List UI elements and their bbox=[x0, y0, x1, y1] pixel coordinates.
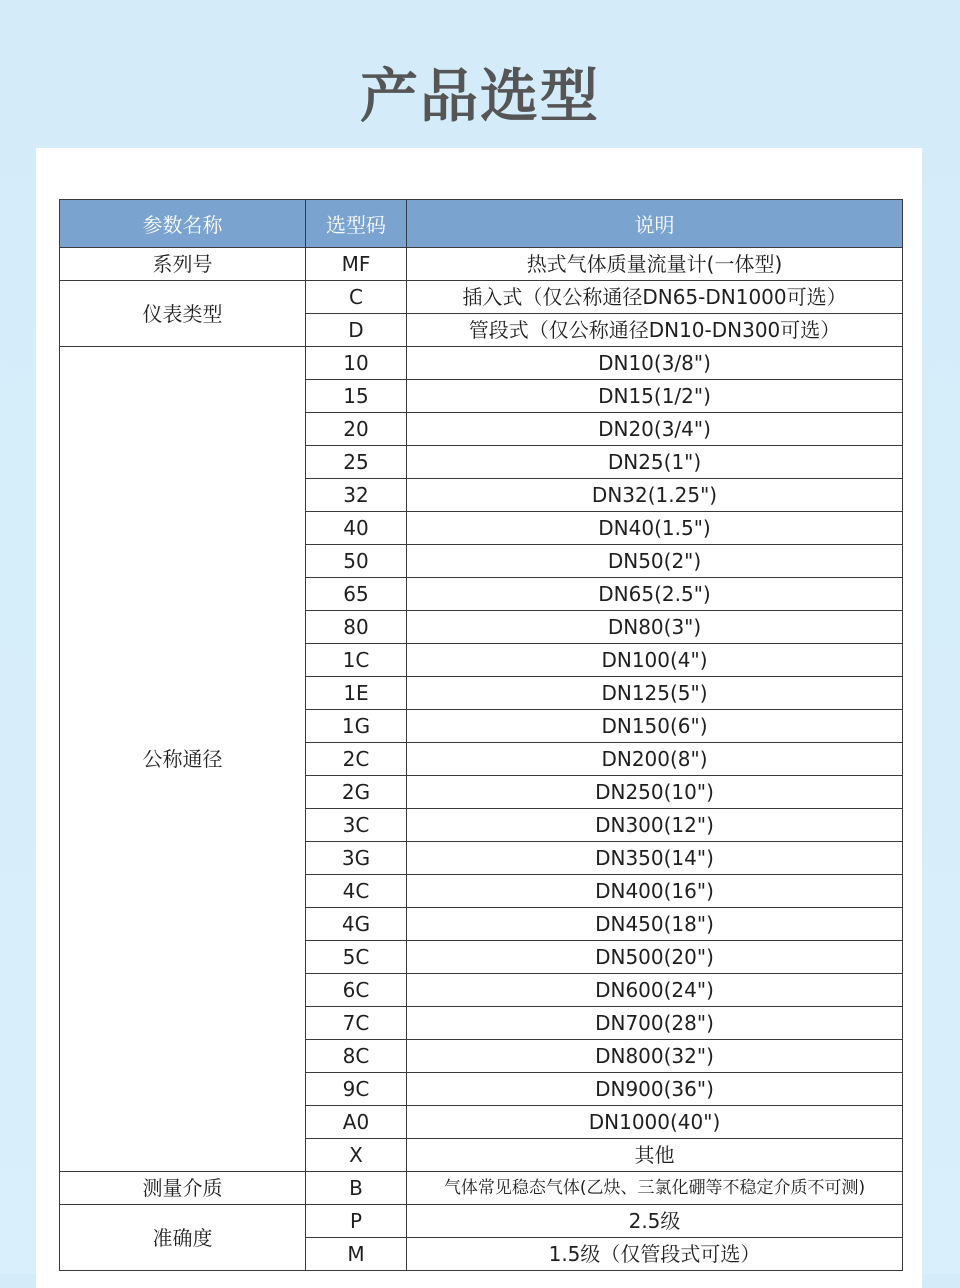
description-cell: 1.5级（仅管段式可选） bbox=[407, 1238, 903, 1271]
table-row bbox=[60, 1205, 903, 1238]
selection-code-cell: B bbox=[306, 1172, 407, 1205]
table-header-row bbox=[60, 200, 903, 248]
selection-code-cell: 80 bbox=[306, 611, 407, 644]
description-cell: 其他 bbox=[407, 1139, 903, 1172]
description-cell: DN500(20") bbox=[407, 941, 903, 974]
selection-code-cell: 40 bbox=[306, 512, 407, 545]
description-cell: DN350(14") bbox=[407, 842, 903, 875]
description-cell: DN300(12") bbox=[407, 809, 903, 842]
table-row bbox=[60, 1172, 903, 1205]
selection-code-cell: 65 bbox=[306, 578, 407, 611]
description-cell: DN700(28") bbox=[407, 1007, 903, 1040]
description-cell: DN40(1.5") bbox=[407, 512, 903, 545]
description-cell: DN600(24") bbox=[407, 974, 903, 1007]
description-cell: 热式气体质量流量计(一体型) bbox=[407, 248, 903, 281]
selection-code-cell: 3C bbox=[306, 809, 407, 842]
selection-code-cell: 10 bbox=[306, 347, 407, 380]
selection-code-cell: 4C bbox=[306, 875, 407, 908]
description-cell: DN80(3") bbox=[407, 611, 903, 644]
model-selection-table bbox=[59, 199, 903, 1271]
selection-code-cell: 20 bbox=[306, 413, 407, 446]
selection-code-cell: D bbox=[306, 314, 407, 347]
param-name-cell: 准确度 bbox=[60, 1205, 306, 1271]
selection-code-cell: MF bbox=[306, 248, 407, 281]
description-cell: DN150(6") bbox=[407, 710, 903, 743]
selection-code-cell: 5C bbox=[306, 941, 407, 974]
selection-code-cell: 6C bbox=[306, 974, 407, 1007]
description-cell: DN25(1") bbox=[407, 446, 903, 479]
page-title: 产品选型 bbox=[359, 61, 600, 130]
header-selection-code: 选型码 bbox=[306, 200, 407, 248]
selection-code-cell: C bbox=[306, 281, 407, 314]
param-name-cell: 测量介质 bbox=[60, 1172, 306, 1205]
description-cell: DN200(8") bbox=[407, 743, 903, 776]
description-cell: DN450(18") bbox=[407, 908, 903, 941]
table-row bbox=[60, 347, 903, 380]
description-cell: DN50(2") bbox=[407, 545, 903, 578]
param-name-cell: 仪表类型 bbox=[60, 281, 306, 347]
selection-code-cell: 3G bbox=[306, 842, 407, 875]
selection-code-cell: 50 bbox=[306, 545, 407, 578]
description-cell: DN900(36") bbox=[407, 1073, 903, 1106]
table-row bbox=[60, 248, 903, 281]
description-cell: DN250(10") bbox=[407, 776, 903, 809]
header-param-name: 参数名称 bbox=[60, 200, 306, 248]
selection-card bbox=[36, 148, 922, 1288]
selection-code-cell: 1G bbox=[306, 710, 407, 743]
description-cell: DN15(1/2") bbox=[407, 380, 903, 413]
table-row bbox=[60, 281, 903, 314]
table-body bbox=[60, 248, 903, 1271]
selection-code-cell: 2G bbox=[306, 776, 407, 809]
selection-code-cell: 8C bbox=[306, 1040, 407, 1073]
selection-code-cell: 7C bbox=[306, 1007, 407, 1040]
selection-code-cell: X bbox=[306, 1139, 407, 1172]
description-cell: DN125(5") bbox=[407, 677, 903, 710]
selection-code-cell: 4G bbox=[306, 908, 407, 941]
selection-code-cell: 9C bbox=[306, 1073, 407, 1106]
selection-code-cell: M bbox=[306, 1238, 407, 1271]
selection-code-cell: 1C bbox=[306, 644, 407, 677]
description-cell: 管段式（仅公称通径DN10-DN300可选） bbox=[407, 314, 903, 347]
selection-code-cell: 32 bbox=[306, 479, 407, 512]
description-cell: 2.5级 bbox=[407, 1205, 903, 1238]
selection-code-cell: 15 bbox=[306, 380, 407, 413]
selection-code-cell: 25 bbox=[306, 446, 407, 479]
description-cell: DN100(4") bbox=[407, 644, 903, 677]
selection-code-cell: 2C bbox=[306, 743, 407, 776]
description-cell: DN400(16") bbox=[407, 875, 903, 908]
description-cell: DN32(1.25") bbox=[407, 479, 903, 512]
description-cell: DN1000(40") bbox=[407, 1106, 903, 1139]
header-description: 说明 bbox=[407, 200, 903, 248]
description-cell: 气体常见稳态气体(乙炔、三氯化硼等不稳定介质不可测) bbox=[407, 1172, 903, 1205]
param-name-cell: 公称通径 bbox=[60, 347, 306, 1172]
selection-code-cell: A0 bbox=[306, 1106, 407, 1139]
selection-code-cell: 1E bbox=[306, 677, 407, 710]
description-cell: DN800(32") bbox=[407, 1040, 903, 1073]
description-cell: DN20(3/4") bbox=[407, 413, 903, 446]
description-cell: 插入式（仅公称通径DN65-DN1000可选） bbox=[407, 281, 903, 314]
param-name-cell: 系列号 bbox=[60, 248, 306, 281]
description-cell: DN10(3/8") bbox=[407, 347, 903, 380]
description-cell: DN65(2.5") bbox=[407, 578, 903, 611]
selection-code-cell: P bbox=[306, 1205, 407, 1238]
